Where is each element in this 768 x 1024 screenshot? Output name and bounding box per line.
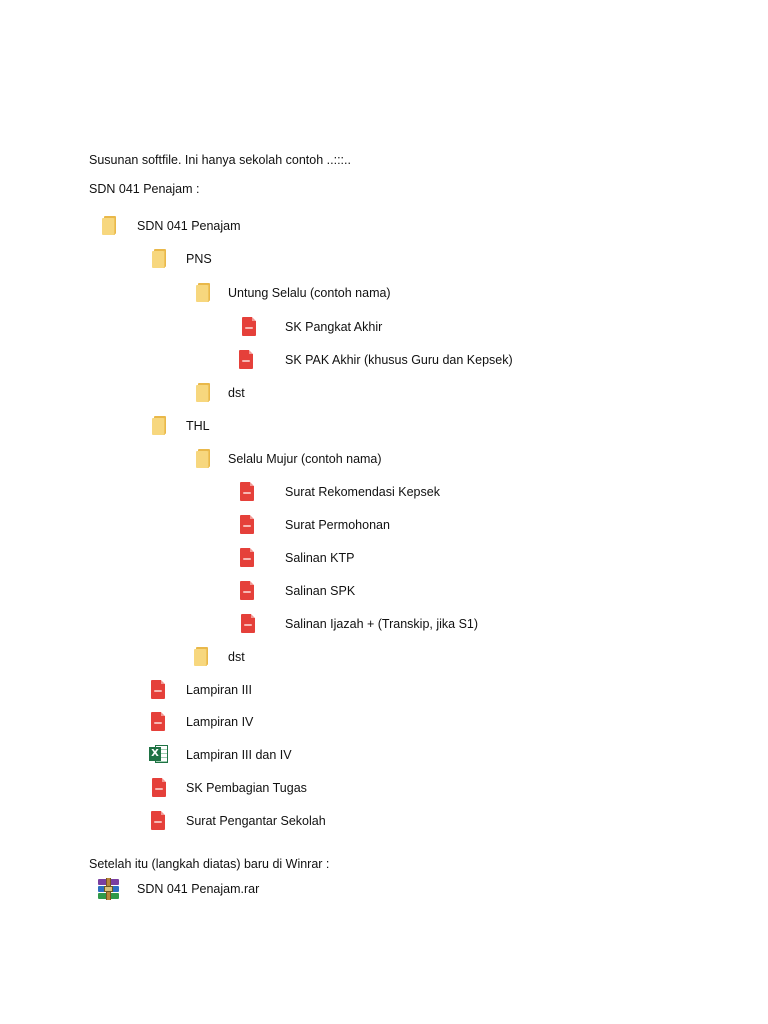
folder-icon (196, 282, 212, 302)
tree-item-label: Surat Permohonan (285, 518, 390, 532)
pdf-icon (240, 482, 254, 501)
tree-item-label: Salinan KTP (285, 551, 355, 565)
excel-icon (149, 744, 168, 764)
intro-line-2: SDN 041 Penajam : (89, 182, 200, 196)
tree-item-label: Lampiran III (186, 683, 253, 697)
pdf-icon (240, 548, 254, 567)
tree-item-label: Salinan SPK (285, 584, 356, 598)
tree-item-label: Selalu Mujur (contoh nama) (228, 452, 382, 466)
intro-line-1: Susunan softfile. Ini hanya sekolah contoh ..:::.. (89, 153, 351, 167)
tree-item-label: Lampiran III dan IV (186, 748, 292, 762)
tree-item-label: dst (228, 386, 245, 400)
winrar-icon (96, 878, 121, 900)
tree-item-label: Salinan Ijazah + (Transkip, jika S1) (285, 617, 479, 631)
folder-icon (194, 646, 210, 666)
tree-item-label: Surat Pengantar Sekolah (186, 814, 326, 828)
tree-item-label: PNS (186, 252, 212, 266)
footer-line: Setelah itu (langkah diatas) baru di Winrar : (89, 857, 330, 871)
pdf-icon (240, 515, 254, 534)
pdf-icon (239, 350, 253, 369)
tree-item-label: SK Pangkat Akhir (285, 320, 383, 334)
pdf-icon (151, 712, 165, 731)
folder-icon (196, 382, 212, 402)
folder-icon (152, 248, 168, 268)
pdf-icon (151, 680, 165, 699)
tree-item-label: SK Pembagian Tugas (186, 781, 307, 795)
excel-badge: X (149, 747, 161, 761)
folder-icon (196, 448, 212, 468)
tree-item-label: Untung Selalu (contoh nama) (228, 286, 391, 300)
folder-icon (152, 415, 168, 435)
pdf-icon (152, 778, 166, 797)
pdf-icon (151, 811, 165, 830)
tree-item-label: Lampiran IV (186, 715, 254, 729)
tree-item-label: THL (186, 419, 210, 433)
archive-label: SDN 041 Penajam.rar (137, 882, 260, 896)
tree-item-label: SDN 041 Penajam (137, 219, 241, 233)
pdf-icon (241, 614, 255, 633)
tree-item-label: Surat Rekomendasi Kepsek (285, 485, 440, 499)
pdf-icon (240, 581, 254, 600)
tree-item-label: dst (228, 650, 245, 664)
pdf-icon (242, 317, 256, 336)
tree-item-label: SK PAK Akhir (khusus Guru dan Kepsek) (285, 353, 513, 367)
folder-icon (102, 215, 118, 235)
